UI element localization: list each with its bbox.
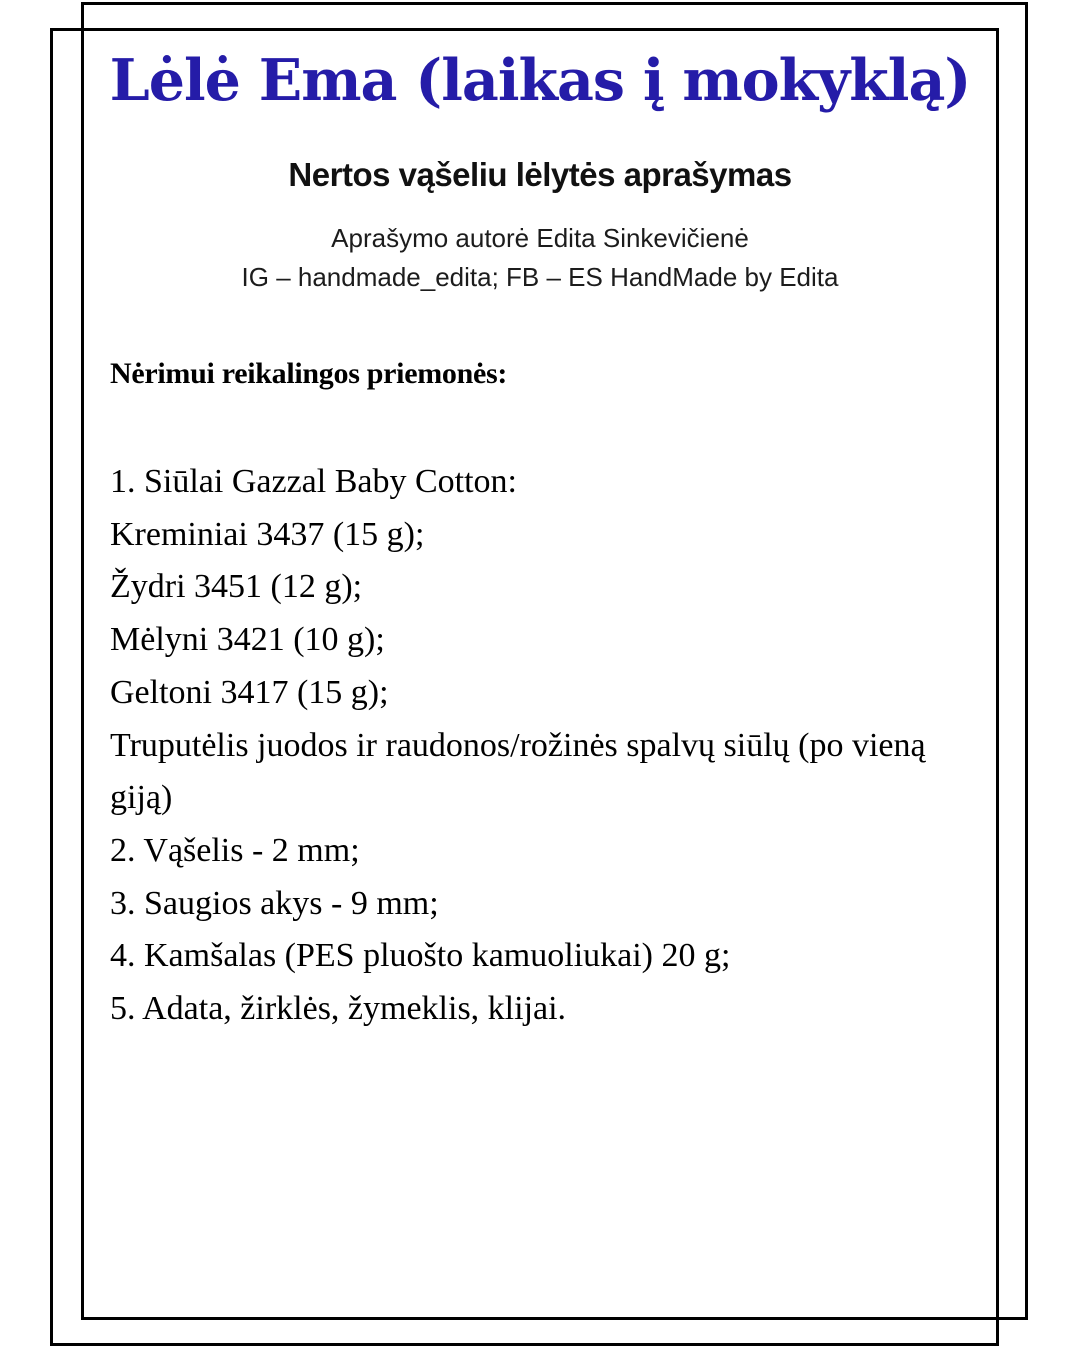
material-line: 2. Vąšelis - 2 mm; bbox=[110, 831, 360, 869]
materials-list bbox=[110, 456, 1000, 1036]
material-line: Mėlyni 3421 (10 g); bbox=[110, 621, 385, 659]
material-line: Kreminiai 3437 (15 g); bbox=[110, 515, 425, 553]
material-line: Geltoni 3417 (15 g); bbox=[110, 673, 389, 711]
material-line: Žydri 3451 (12 g); bbox=[110, 568, 363, 606]
material-line: 3. Saugios akys - 9 mm; bbox=[110, 884, 439, 922]
material-line: Truputėlis juodos ir raudonos/rožinės spalvų siūlų (po vieną bbox=[110, 726, 926, 764]
social-handles-line: IG – handmade_edita; FB – ES HandMade by Edita bbox=[241, 262, 839, 292]
material-line: 4. Kamšalas (PES pluošto kamuoliukai) 20 g; bbox=[110, 937, 731, 975]
author-line: Aprašymo autorė Edita Sinkevičienė bbox=[331, 223, 749, 253]
page-title: Lėlė Ema (laikas į mokyklą) bbox=[109, 47, 971, 114]
page-subtitle: Nertos vąšeliu lėlytės aprašymas bbox=[288, 156, 792, 193]
materials-heading: Nėrimui reikalingos priemonės: bbox=[110, 357, 508, 390]
material-line: giją) bbox=[110, 779, 173, 817]
author-credits bbox=[0, 219, 1080, 297]
material-line: 1. Siūlai Gazzal Baby Cotton: bbox=[110, 463, 517, 500]
material-line: 5. Adata, žirklės, žymeklis, klijai. bbox=[110, 990, 567, 1028]
